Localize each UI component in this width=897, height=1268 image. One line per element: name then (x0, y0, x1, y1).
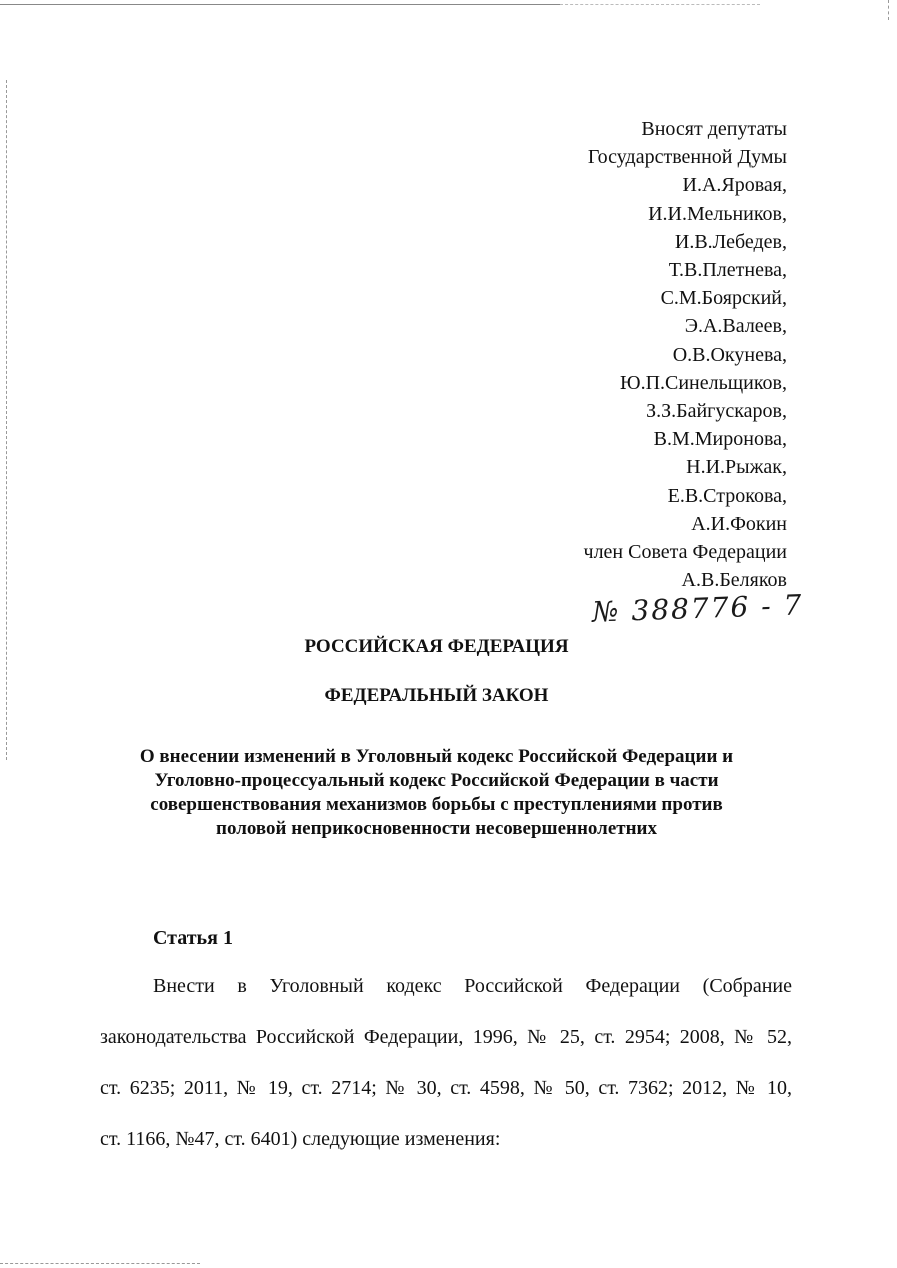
title-line: О внесении изменений в Уголовный кодекс Российской Федерации и (139, 746, 734, 767)
article-text-line: ст. 1166, №47, ст. 6401) следующие изменения: (100, 1128, 501, 1150)
author-line: Т.В.Плетнева, (668, 259, 787, 282)
author-line: Ю.П.Синельщиков, (620, 371, 787, 394)
author-line: Э.А.Валеев, (684, 315, 787, 338)
handwritten-registration-number: № 388776 - 7 (591, 588, 804, 629)
author-line: Государственной Думы (587, 146, 787, 169)
article-body (100, 972, 792, 1176)
document-type-heading: ФЕДЕРАЛЬНЫЙ ЗАКОН (324, 685, 549, 706)
author-line: И.А.Яровая, (682, 174, 787, 197)
article-heading: Статья 1 (153, 927, 233, 949)
article-text-line: Внести в Уголовный кодекс Российской Федерации (Собрание (153, 975, 792, 997)
scan-edge-bottom (0, 1263, 200, 1264)
scan-edge-top (0, 4, 560, 5)
author-line: З.З.Байгускаров, (646, 400, 787, 423)
scan-edge-top-dashed (560, 4, 760, 5)
title-line: совершенствования механизмов борьбы с преступлениями против (150, 794, 723, 815)
authors-block (584, 115, 787, 594)
author-line: В.М.Миронова, (653, 428, 787, 451)
author-line: А.В.Беляков (681, 569, 787, 592)
author-line: член Совета Федерации (583, 541, 787, 564)
scan-edge-right (888, 0, 889, 20)
author-line: С.М.Боярский, (660, 287, 787, 310)
article-text-line: законодательства Российской Федерации, 1996, № 25, ст. 2954; 2008, № 52, (100, 1026, 792, 1048)
author-line: А.И.Фокин (691, 512, 787, 535)
article-text-line: ст. 6235; 2011, № 19, ст. 2714; № 30, ст. 4598, № 50, ст. 7362; 2012, № 10, (100, 1077, 792, 1099)
author-line: Е.В.Строкова, (667, 484, 787, 507)
author-line: И.В.Лебедев, (674, 230, 787, 253)
scan-edge-left (6, 80, 7, 760)
author-line: И.И.Мельников, (648, 202, 787, 225)
title-line: Уголовно-процессуальный кодекс Российской Федерации в части (154, 770, 719, 791)
author-line: Н.И.Рыжак, (686, 456, 787, 479)
author-line: О.В.Окунева, (672, 343, 787, 366)
country-heading: РОССИЙСКАЯ ФЕДЕРАЦИЯ (304, 636, 569, 657)
title-line: половой неприкосновенности несовершеннолетних (216, 818, 657, 839)
document-title (48, 745, 825, 841)
author-line: Вносят депутаты (641, 118, 787, 140)
